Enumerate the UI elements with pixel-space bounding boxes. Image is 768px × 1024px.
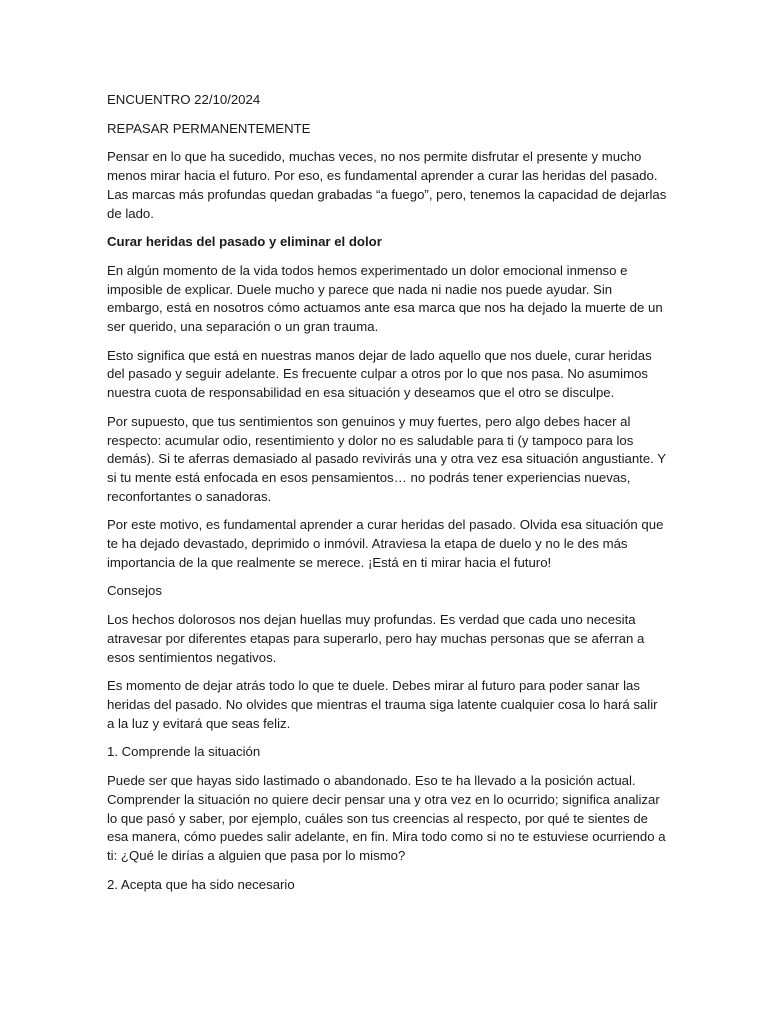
body-paragraph: En algún momento de la vida todos hemos experimentado un dolor emocional inmenso e imposible de explicar. Duele mucho y parece que nada ni nadie nos puede ayudar. Sin embargo, está en nosotros cómo actuamos ante esa marca que nos ha dejado la muerte de un ser querido, una separación o un gran trauma. bbox=[107, 262, 663, 335]
body-paragraph: Puede ser que hayas sido lastimado o abandonado. Eso te ha llevado a la posición actual. Comprender la situación no quiere decir pensar una y otra vez en lo ocurrido; significa analizar lo que pasó y saber, por ejemplo, cuáles son tus creencias al respecto, por qué te sientes de esa manera, cómo puedes salir adelante, en fin. Mira todo como si no te estuviese ocurriendo a ti: ¿Qué le dirías a alguien que pasa por lo mismo? bbox=[107, 773, 666, 863]
body-paragraph: Es momento de dejar atrás todo lo que te duele. Debes mirar al futuro para poder sanar las heridas del pasado. No olvides que mientras el trauma siga latente cualquier cosa lo hará salir a la luz y evitará que seas feliz. bbox=[107, 678, 658, 731]
section-label-consejos: Consejos bbox=[107, 583, 162, 599]
body-paragraph: Los hechos dolorosos nos dejan huellas muy profundas. Es verdad que cada uno necesita atravesar por diferentes etapas para superarlo, pero hay muchas personas que se aferran a esos sentimientos negativos. bbox=[107, 612, 645, 665]
intro-paragraph: Pensar en lo que ha sucedido, muchas veces, no nos permite disfrutar el presente y mucho menos mirar hacia el futuro. Por eso, es fundamental aprender a curar las heridas del pasado. Las marcas más profundas quedan grabadas “a fuego”, pero, tenemos la capacidad de dejarlas de lado. bbox=[107, 149, 667, 221]
document-body bbox=[107, 91, 667, 904]
body-paragraph: Esto significa que está en nuestras manos dejar de lado aquello que nos duele, curar heridas del pasado y seguir adelante. Es frecuente culpar a otros por lo que nos pasa. No asumimos nuestra cuota de responsabilidad en esa situación y deseamos que el otro se disculpe. bbox=[107, 347, 652, 401]
document-subtitle: REPASAR PERMANENTEMENTE bbox=[107, 120, 311, 136]
body-paragraph: Por este motivo, es fundamental aprender a curar heridas del pasado. Olvida esa situación que te ha dejado devastado, deprimido o inmóvil. Atraviesa la etapa de duelo y no le des más importancia de la que realmente se merece. ¡Está en ti mirar hacia el futuro! bbox=[107, 517, 664, 570]
numbered-heading: 1. Comprende la situación bbox=[107, 744, 261, 760]
document-date-heading: ENCUENTRO 22/10/2024 bbox=[107, 92, 261, 107]
body-paragraph: Por supuesto, que tus sentimientos son genuinos y muy fuertes, pero algo debes hacer al respecto: acumular odio, resentimiento y dolor no es saludable para ti (y tampoco para los demás). Si te aferras demasiado al pasado revivirás una y otra vez esa situación angustiante. Y si tu mente está enfocada en esos pensamientos… no podrás tener experiencias nuevas, reconfortantes o sanadoras. bbox=[107, 413, 666, 504]
numbered-heading: 2. Acepta que ha sido necesario bbox=[107, 876, 295, 892]
section-heading: Curar heridas del pasado y eliminar el dolor bbox=[107, 234, 382, 250]
